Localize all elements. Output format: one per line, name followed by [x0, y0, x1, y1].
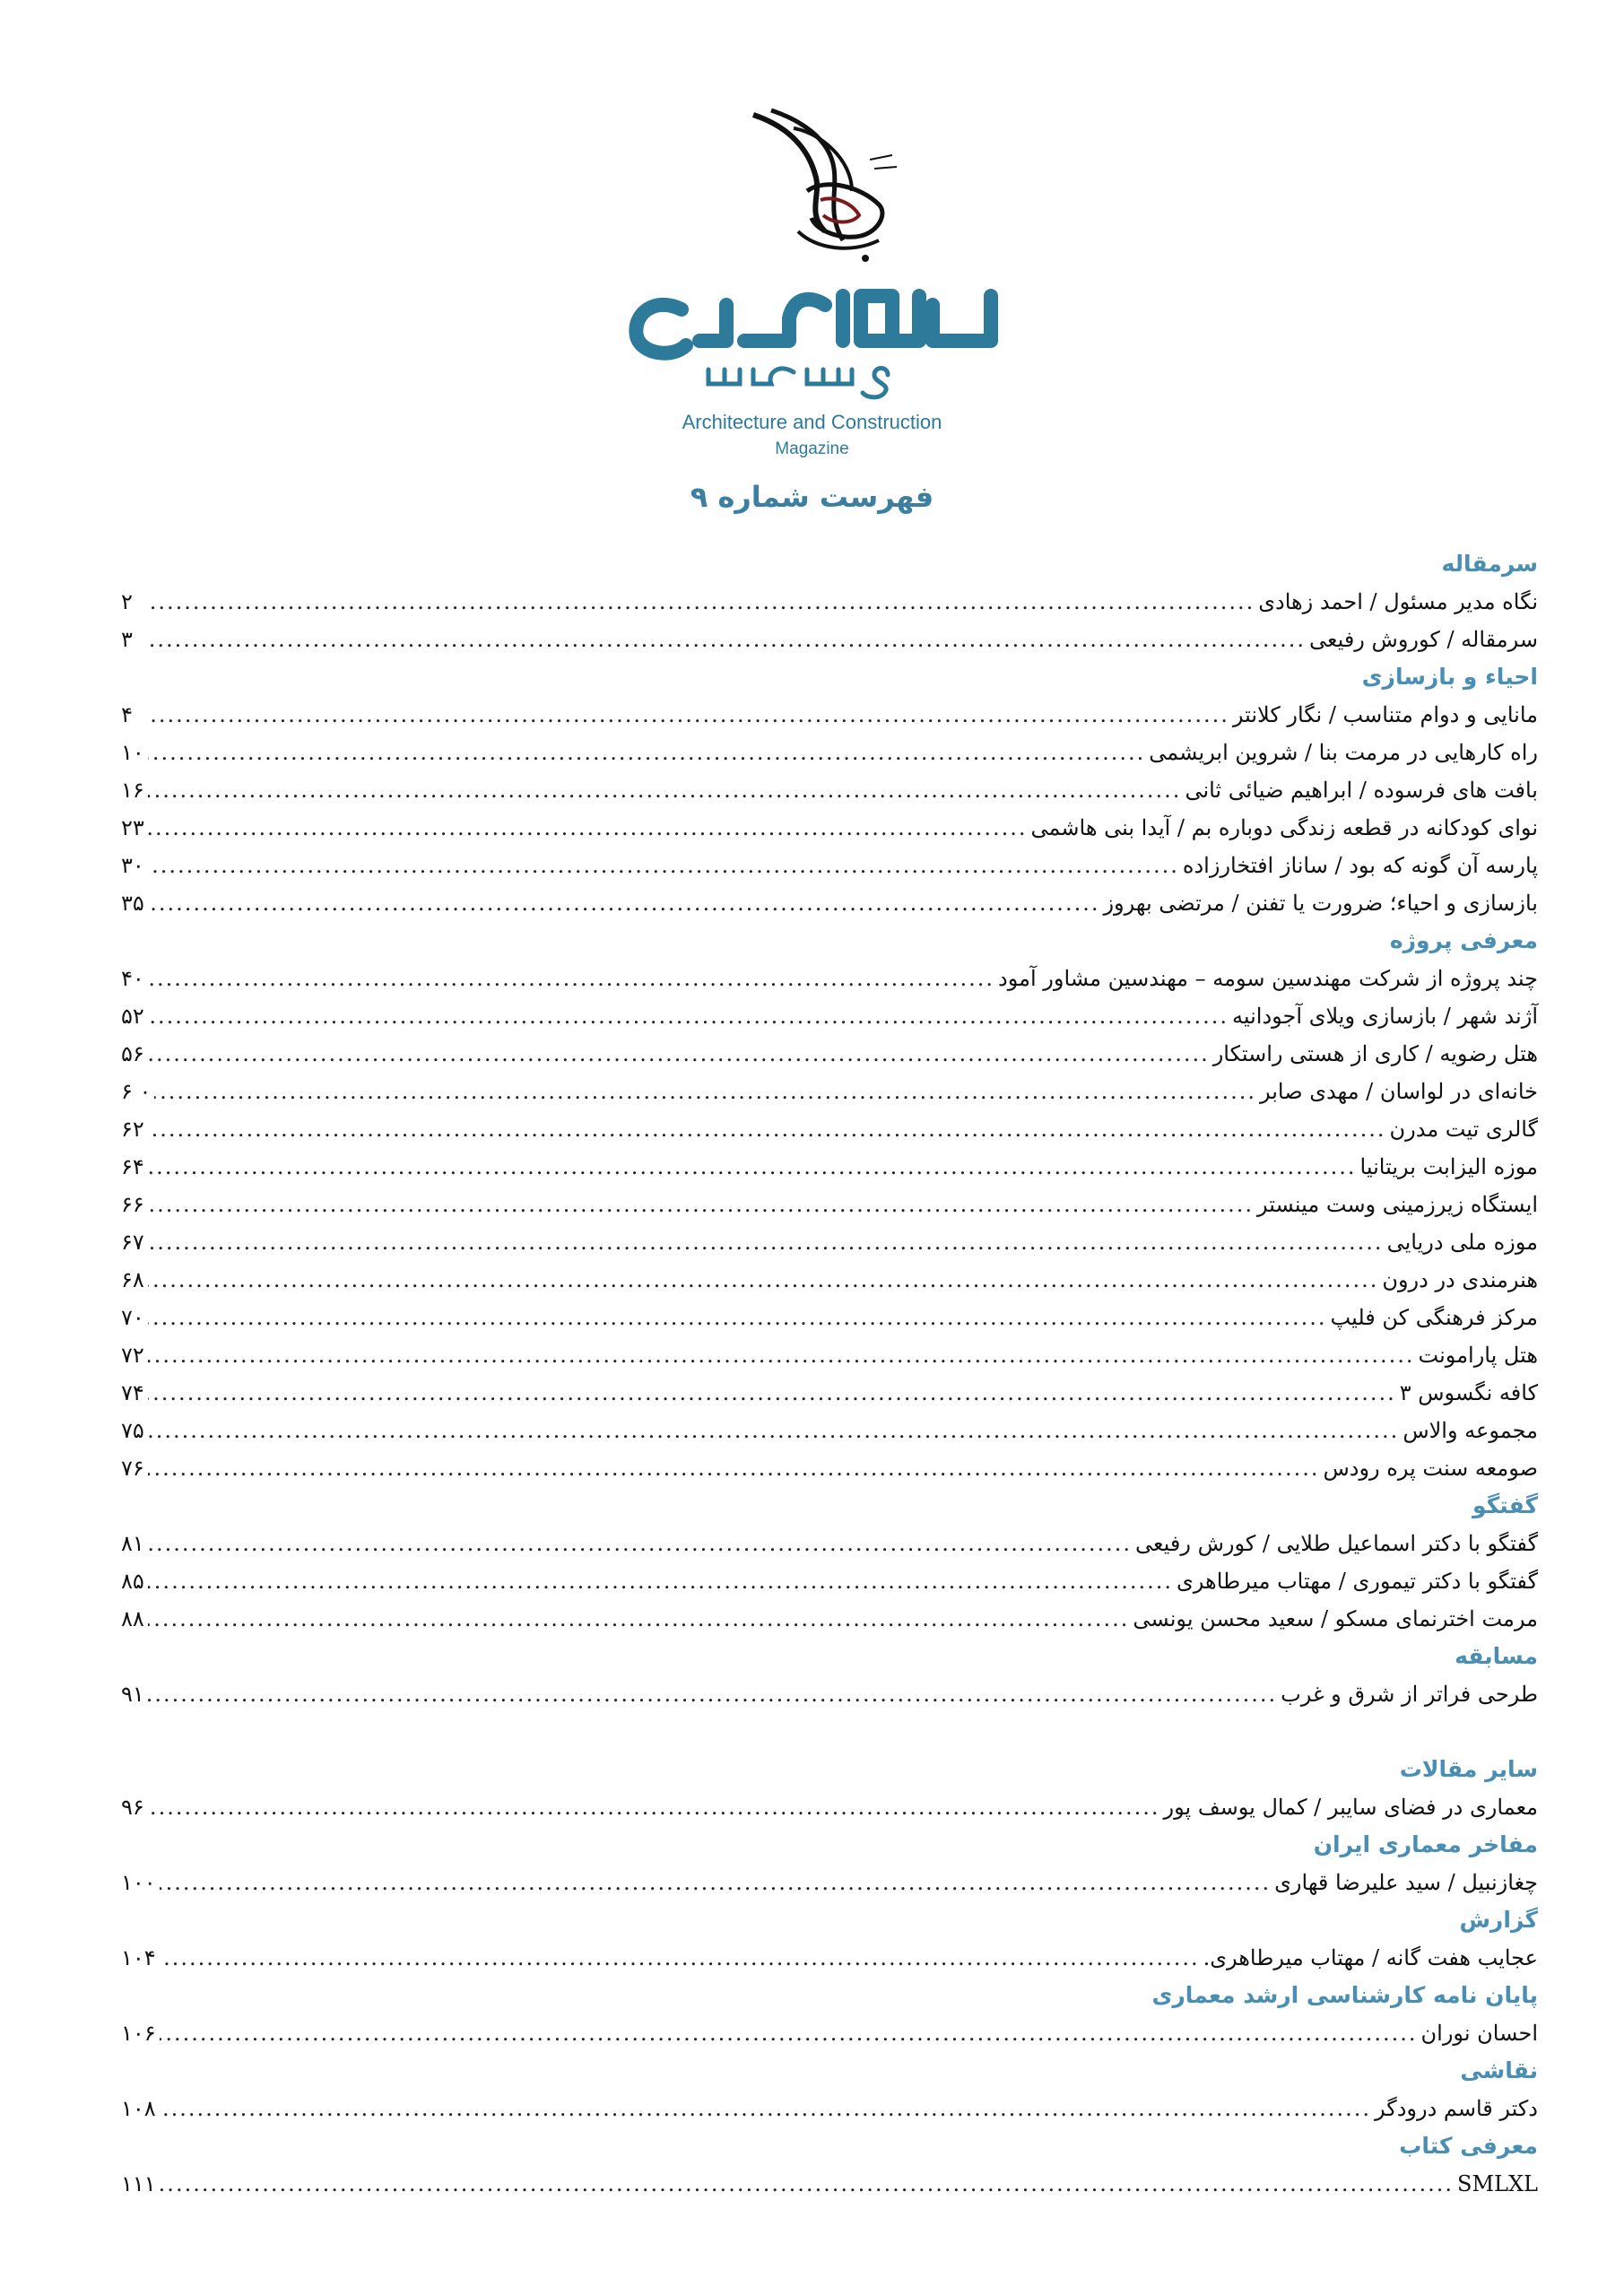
- brand-subtitle-english: Magazine: [775, 439, 849, 458]
- page-number: ۱۰: [121, 740, 144, 765]
- dot-leader: [148, 1449, 1320, 1487]
- toc-entry: [121, 884, 1538, 922]
- toc-entry: [121, 1148, 1538, 1186]
- dot-leader: [148, 1788, 1160, 1826]
- dot-leader: [148, 997, 1229, 1035]
- dot-leader: [160, 2014, 1418, 2052]
- page-number: ۷۲: [121, 1343, 144, 1368]
- masthead-wordmark-icon: [619, 269, 1013, 404]
- toc-entry: [121, 1186, 1538, 1223]
- section-heading: گفتگو: [1472, 1492, 1538, 1518]
- dot-leader: [148, 809, 1028, 847]
- toc-entry: [121, 809, 1538, 847]
- toc-entry: [121, 960, 1538, 997]
- dot-leader: [146, 621, 1306, 658]
- dot-leader: [148, 1223, 1384, 1261]
- toc-entry: [121, 1675, 1538, 1713]
- toc-entry: [121, 2014, 1538, 2052]
- toc-entry: [121, 2165, 1538, 2203]
- toc-entry: [121, 1412, 1538, 1449]
- dot-leader: [148, 1374, 1396, 1412]
- entry-title: معماری در فضای سایبر / کمال یوسف پور: [1163, 1795, 1538, 1820]
- table-of-contents: [121, 545, 1538, 2203]
- entry-title: بافت های فرسوده / ابراهیم ضیائی ثانی: [1185, 778, 1538, 803]
- toc-entry: [121, 1035, 1538, 1073]
- dot-leader: [148, 1261, 1379, 1299]
- page-number: ۲: [121, 589, 133, 614]
- toc-entry: [121, 1864, 1538, 1901]
- entry-title: راه کارهایی در مرمت بنا / شروین ابریشمی: [1149, 740, 1538, 765]
- page-number: ۶ ۰: [121, 1079, 152, 1104]
- entry-title: مرمت اخترنمای مسکو / سعید محسن یونسی: [1133, 1606, 1538, 1631]
- dot-leader: [148, 884, 1100, 922]
- entry-title: مرکز فرهنگی کن فلیپ: [1330, 1305, 1538, 1330]
- dot-leader: [148, 771, 1182, 809]
- section-heading: نقاشی: [1460, 2057, 1538, 2083]
- page-number: ۱۰۰: [121, 1870, 156, 1895]
- toc-entry: [121, 1525, 1538, 1562]
- page-number: ۶۸: [121, 1267, 144, 1292]
- toc-entry: [121, 997, 1538, 1035]
- toc-entry: [121, 847, 1538, 884]
- section-heading: سایر مقالات: [1399, 1756, 1538, 1782]
- entry-title: چند پروژه از شرکت مهندسین سومه – مهندسین مشاور آمود: [998, 966, 1538, 991]
- toc-entry: [121, 621, 1538, 658]
- dot-leader: [160, 1864, 1271, 1901]
- dot-leader: [148, 734, 1145, 771]
- entry-title: دکتر قاسم درودگر: [1375, 2096, 1538, 2121]
- dot-leader: [160, 2090, 1371, 2127]
- toc-entry: [121, 1223, 1538, 1261]
- dot-leader: [154, 1073, 1256, 1110]
- page-number: ۵۶: [121, 1041, 144, 1066]
- dot-leader: [148, 1035, 1210, 1073]
- page-number: ۱۱۱: [121, 2171, 156, 2196]
- toc-entry: [121, 1939, 1538, 1977]
- page-number: ۶۶: [121, 1192, 144, 1217]
- page-number: ۴۰: [121, 966, 144, 991]
- page-number: ۶۴: [121, 1154, 144, 1179]
- dot-leader: [160, 1939, 1200, 1977]
- page-number: ۹۶: [121, 1795, 144, 1820]
- entry-title: هتل رضویه / کاری از هستی راستکار: [1212, 1041, 1538, 1066]
- entry-title: گالری تیت مدرن: [1389, 1117, 1538, 1142]
- entry-title: کافه نگسوس ۳: [1399, 1380, 1538, 1405]
- spacer: [121, 1713, 1538, 1751]
- dot-leader: [148, 1675, 1277, 1713]
- toc-entry: [121, 771, 1538, 809]
- dot-leader: [146, 583, 1255, 621]
- page-number: ۱۰۴: [121, 1945, 156, 1970]
- page-number: ۳: [121, 627, 133, 652]
- page-number: ۱۶: [121, 778, 144, 803]
- dot-leader: [146, 696, 1229, 734]
- entry-title: بازسازی و احیاء؛ ضرورت یا تفنن / مرتضی بهروز: [1103, 891, 1538, 916]
- toc-entry: [121, 2090, 1538, 2127]
- page-number: ۸۵: [121, 1569, 144, 1594]
- entry-title: پارسه آن گونه که بود / ساناز افتخارزاده: [1182, 853, 1538, 878]
- toc-entry: [121, 1600, 1538, 1638]
- section-heading: گزارش: [1459, 1907, 1538, 1933]
- page-number: ۱۰۸: [121, 2096, 156, 2121]
- page-number: ۸۱: [121, 1531, 144, 1556]
- page-number: ۷۵: [121, 1418, 144, 1443]
- dot-leader: [148, 1600, 1130, 1638]
- brand-name-english: Architecture and Construction: [682, 411, 942, 433]
- dot-leader: [148, 1336, 1415, 1374]
- page-number: ۴: [121, 702, 133, 727]
- page-number: ۱۰۶: [121, 2021, 156, 2046]
- section-heading: معرفی پروژه: [1389, 927, 1538, 953]
- entry-title: نوای کودکانه در قطعه زندگی دوباره بم / آیدا بنی هاشمی: [1030, 815, 1538, 840]
- section-heading: احیاء و بازسازی: [1361, 664, 1538, 690]
- page-number: ۷۶: [121, 1456, 144, 1481]
- entry-title: آژند شهر / بازسازی ویلای آجودانیه: [1232, 1004, 1538, 1029]
- dot-leader: [148, 960, 994, 997]
- entry-title: مانایی و دوام متناسب / نگار کلانتر: [1232, 702, 1538, 727]
- toc-entry: [121, 1374, 1538, 1412]
- entry-title: چغازنبیل / سید علیرضا قهاری: [1274, 1870, 1538, 1895]
- entry-title: عجایب هفت گانه / مهتاب میرطاهری.: [1203, 1945, 1538, 1970]
- section-heading: معرفی کتاب: [1399, 2133, 1538, 2159]
- entry-title: موزه الیزابت بریتانیا: [1359, 1154, 1538, 1179]
- dot-leader: [160, 2165, 1454, 2203]
- magazine-logo: [0, 0, 1624, 502]
- toc-entry: [121, 734, 1538, 771]
- page-title: فهرست شماره ۹: [690, 480, 934, 514]
- section-heading: سرمقاله: [1441, 551, 1538, 577]
- page-number: ۹۱: [121, 1682, 144, 1707]
- toc-entry: [121, 1299, 1538, 1336]
- entry-title: هنرمندی در درون: [1382, 1267, 1538, 1292]
- toc-entry: [121, 1449, 1538, 1487]
- section-heading: مسابقه: [1455, 1643, 1538, 1669]
- entry-title: مجموعه والاس: [1403, 1418, 1538, 1443]
- entry-title: طرحی فراتر از شرق و غرب: [1281, 1682, 1538, 1707]
- page-number: ۶۲: [121, 1117, 144, 1142]
- page-number: ۳۵: [121, 891, 144, 916]
- entry-title: هتل پارامونت: [1418, 1343, 1538, 1368]
- page-number: ۷۴: [121, 1380, 144, 1405]
- entry-title: صومعه سنت پره رودس: [1323, 1456, 1538, 1481]
- page-number: ۸۸: [121, 1606, 144, 1631]
- page-number: ۷۰: [121, 1305, 144, 1330]
- dot-leader: [148, 1525, 1132, 1562]
- dot-leader: [148, 1299, 1327, 1336]
- toc-entry: [121, 1562, 1538, 1600]
- toc-entry: [121, 696, 1538, 734]
- dot-leader: [148, 1412, 1400, 1449]
- page-number: ۶۷: [121, 1230, 144, 1255]
- section-heading: مفاخر معماری ایران: [1313, 1831, 1538, 1857]
- toc-entry: [121, 1788, 1538, 1826]
- entry-title: گفتگو با دکتر اسماعیل طلایی / کورش رفیعی: [1135, 1531, 1538, 1556]
- toc-entry: [121, 1336, 1538, 1374]
- section-heading: پایان نامه کارشناسی ارشد معماری: [1151, 1982, 1538, 2008]
- entry-title: سرمقاله / کوروش رفیعی: [1309, 627, 1538, 652]
- dot-leader: [148, 1562, 1173, 1600]
- toc-entry: [121, 1110, 1538, 1148]
- dot-leader: [148, 847, 1179, 884]
- dot-leader: [148, 1186, 1254, 1223]
- entry-title: موزه ملی دریایی: [1386, 1230, 1538, 1255]
- entry-title: خانه‌ای در لواسان / مهدی صابر: [1260, 1079, 1538, 1104]
- toc-entry: [121, 1073, 1538, 1110]
- calligraphy-emblem-icon: [744, 106, 906, 267]
- entry-title: گفتگو با دکتر تیموری / مهتاب میرطاهری: [1177, 1569, 1538, 1594]
- entry-title: احسان نوران: [1420, 2021, 1538, 2046]
- entry-title: SMLXL: [1457, 2171, 1538, 2196]
- page-number: ۲۳: [121, 815, 144, 840]
- page-number: ۳۰: [121, 853, 144, 878]
- entry-title: نگاه مدیر مسئول / احمد زهادی: [1258, 589, 1538, 614]
- page-number: ۵۲: [121, 1004, 144, 1029]
- entry-title: ایستگاه زیرزمینی وست مینستر: [1257, 1192, 1538, 1217]
- dot-leader: [148, 1148, 1357, 1186]
- toc-entry: [121, 583, 1538, 621]
- toc-entry: [121, 1261, 1538, 1299]
- dot-leader: [148, 1110, 1386, 1148]
